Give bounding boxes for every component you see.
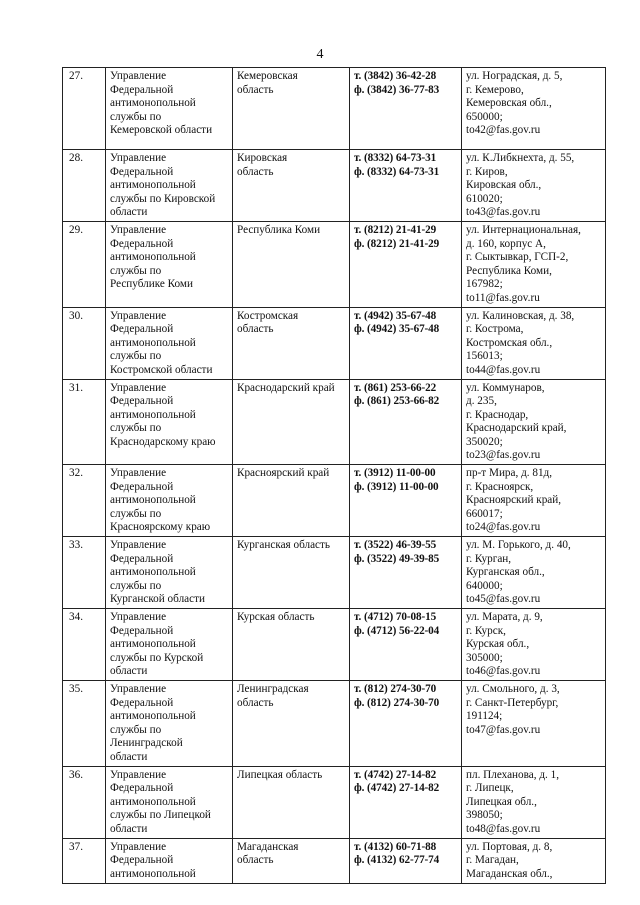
region-line: Красноярский край: [237, 467, 330, 480]
address-line: to47@fas.gov.ru: [466, 723, 541, 736]
office-name-line: антимонопольной: [110, 795, 196, 808]
region-line: область: [237, 854, 274, 867]
address-line: ул. Коммунаров,: [466, 381, 545, 394]
table-row: [63, 150, 606, 222]
office-name-line: антимонопольной: [110, 638, 196, 651]
office-name-line: Красноярскому краю: [110, 521, 211, 534]
row-number-cell: [63, 609, 106, 681]
region-line: область: [237, 323, 274, 336]
address-cell: [462, 150, 606, 222]
office-name-line: Курганской области: [110, 593, 205, 606]
region-line: Краснодарский край: [237, 381, 335, 394]
office-name-cell: [106, 68, 233, 150]
address-line: ул. Интернациональная,: [466, 223, 581, 236]
phone-line: т. (3522) 46-39-55: [354, 539, 437, 552]
office-name-line: Федеральной: [110, 854, 174, 867]
address-line: to11@fas.gov.ru: [466, 291, 540, 304]
office-name-line: Ленинградской: [110, 737, 183, 750]
office-name-cell: [106, 221, 233, 307]
office-name-line: Управление: [110, 70, 167, 82]
region-cell: [233, 150, 350, 222]
office-name-line: службы по Липецкой: [110, 809, 211, 822]
table-row: [63, 766, 606, 838]
region-cell: [233, 221, 350, 307]
address-line: Магаданская обл.,: [466, 867, 553, 880]
region-cell: [233, 609, 350, 681]
phone-line: ф. (3912) 11-00-00: [354, 480, 439, 493]
office-name-line: службы по: [110, 579, 162, 592]
office-name-line: службы по Курской: [110, 651, 204, 664]
page-number: 4: [316, 47, 324, 62]
office-name-line: Федеральной: [110, 165, 174, 178]
region-line: Ленинградская: [237, 682, 309, 695]
address-line: г. Курск,: [466, 624, 506, 637]
row-number: 29.: [69, 223, 83, 236]
region-line: область: [237, 83, 274, 96]
office-name-line: службы по: [110, 422, 162, 435]
address-line: Липецкая обл.,: [466, 795, 537, 808]
phone-line: ф. (812) 274-30-70: [354, 696, 440, 709]
office-name-line: Кемеровской области: [110, 124, 213, 137]
office-name-line: Федеральной: [110, 83, 174, 96]
office-name-line: Управление: [110, 840, 167, 853]
table-row: [63, 68, 606, 150]
address-line: 640000;: [466, 579, 503, 592]
office-name-line: Федеральной: [110, 480, 174, 493]
region-cell: [233, 766, 350, 838]
address-line: г. Санкт-Петербург,: [466, 696, 559, 709]
address-line: д. 235,: [466, 395, 497, 408]
address-line: 305000;: [466, 651, 503, 664]
address-line: 191124;: [466, 710, 503, 723]
phone-cell: [350, 379, 462, 465]
office-name-line: Управление: [110, 768, 167, 781]
office-name-line: антимонопольной: [110, 179, 196, 192]
phone-line: т. (3842) 36-42-28: [354, 70, 437, 82]
phone-line: т. (8212) 21-41-29: [354, 223, 437, 236]
table-row: [63, 537, 606, 609]
office-name-line: Федеральной: [110, 696, 174, 709]
phone-cell: [350, 150, 462, 222]
address-line: 167982;: [466, 278, 503, 291]
office-name-line: Управление: [110, 381, 167, 394]
address-line: ул. К.Либкнехта, д. 55,: [466, 152, 575, 164]
address-line: ул. Калиновская, д. 38,: [466, 309, 575, 322]
phone-line: т. (4942) 35-67-48: [354, 309, 437, 322]
region-cell: [233, 838, 350, 883]
office-name-line: антимонопольной: [110, 97, 196, 110]
address-line: to44@fas.gov.ru: [466, 363, 541, 376]
office-name-line: службы по: [110, 110, 162, 123]
address-line: 398050;: [466, 809, 503, 822]
office-name-line: Управление: [110, 309, 167, 322]
row-number-cell: [63, 221, 106, 307]
phone-cell: [350, 68, 462, 150]
office-name-line: антимонопольной: [110, 336, 196, 349]
office-name-cell: [106, 150, 233, 222]
phone-line: т. (4742) 27-14-82: [354, 768, 437, 781]
phone-line: ф. (4742) 27-14-82: [354, 782, 440, 795]
phone-line: ф. (8332) 64-73-31: [354, 165, 440, 178]
office-name-line: области: [110, 665, 148, 678]
office-name-line: области: [110, 206, 148, 219]
office-name-line: Управление: [110, 467, 167, 480]
office-name-line: антимонопольной: [110, 494, 196, 507]
phone-line: т. (4132) 60-71-88: [354, 840, 437, 853]
address-line: to46@fas.gov.ru: [466, 665, 541, 678]
row-number: 36.: [69, 768, 83, 781]
phone-cell: [350, 838, 462, 883]
phone-line: ф. (3842) 36-77-83: [354, 83, 440, 96]
address-line: пр-т Мира, д. 81д,: [466, 467, 553, 480]
row-number-cell: [63, 680, 106, 766]
office-name-line: Краснодарскому краю: [110, 435, 216, 448]
address-line: ул. Марата, д. 9,: [466, 611, 543, 623]
office-name-line: службы по Кировской: [110, 192, 216, 205]
row-number: 28.: [69, 152, 83, 164]
office-name-line: антимонопольной: [110, 408, 196, 421]
address-line: Курганская обл.,: [466, 566, 545, 579]
office-name-cell: [106, 766, 233, 838]
office-name-cell: [106, 307, 233, 379]
region-cell: [233, 680, 350, 766]
office-name-line: области: [110, 750, 148, 763]
region-line: Магаданская: [237, 840, 299, 853]
row-number-cell: [63, 68, 106, 150]
address-cell: [462, 609, 606, 681]
region-line: Кемеровская: [237, 70, 298, 82]
office-name-line: антимонопольной: [110, 251, 196, 264]
office-name-cell: [106, 680, 233, 766]
address-line: ул. М. Горького, д. 40,: [466, 539, 571, 552]
office-name-line: антимонопольной: [110, 566, 196, 579]
phone-cell: [350, 680, 462, 766]
address-line: д. 160, корпус А,: [466, 237, 546, 250]
row-number: 35.: [69, 682, 83, 695]
table-row: [63, 465, 606, 537]
row-number-cell: [63, 150, 106, 222]
address-line: Кировская обл.,: [466, 179, 542, 192]
address-line: 650000;: [466, 110, 503, 123]
region-cell: [233, 465, 350, 537]
region-cell: [233, 307, 350, 379]
row-number: 31.: [69, 381, 83, 394]
office-name-line: Федеральной: [110, 624, 174, 637]
phone-line: ф. (4942) 35-67-48: [354, 323, 440, 336]
address-cell: [462, 221, 606, 307]
table-row: [63, 838, 606, 883]
phone-cell: [350, 609, 462, 681]
region-line: Кировская: [237, 152, 288, 164]
office-name-line: антимонопольной: [110, 867, 196, 880]
office-name-line: Федеральной: [110, 323, 174, 336]
address-cell: [462, 68, 606, 150]
phone-line: ф. (3522) 49-39-85: [354, 552, 440, 565]
office-name-cell: [106, 465, 233, 537]
office-name-line: Республике Коми: [110, 278, 193, 291]
office-name-line: области: [110, 822, 148, 835]
address-line: пл. Плеханова, д. 1,: [466, 768, 560, 781]
phone-cell: [350, 307, 462, 379]
address-line: to42@fas.gov.ru: [466, 124, 541, 137]
row-number: 33.: [69, 539, 83, 552]
address-cell: [462, 680, 606, 766]
address-line: г. Кемерово,: [466, 83, 524, 96]
row-number-cell: [63, 537, 106, 609]
office-name-line: службы по: [110, 264, 162, 277]
office-name-cell: [106, 609, 233, 681]
row-number: 27.: [69, 70, 83, 82]
office-name-line: Управление: [110, 223, 167, 236]
address-line: Курская обл.,: [466, 638, 530, 651]
region-line: Липецкая область: [237, 768, 323, 781]
address-line: Краснодарский край,: [466, 422, 567, 435]
address-line: Республика Коми,: [466, 264, 552, 277]
address-line: 610020;: [466, 192, 503, 205]
address-cell: [462, 379, 606, 465]
row-number-cell: [63, 465, 106, 537]
region-line: Республика Коми: [237, 223, 321, 236]
address-cell: [462, 465, 606, 537]
phone-line: ф. (4132) 62-77-74: [354, 854, 440, 867]
office-name-line: Управление: [110, 539, 167, 552]
phone-line: т. (8332) 64-73-31: [354, 152, 437, 164]
table-row: [63, 307, 606, 379]
office-name-line: службы по: [110, 723, 162, 736]
phone-line: ф. (8212) 21-41-29: [354, 237, 440, 250]
address-line: Костромская обл.,: [466, 336, 553, 349]
region-cell: [233, 68, 350, 150]
office-name-cell: [106, 838, 233, 883]
phone-line: т. (4712) 70-08-15: [354, 611, 437, 623]
address-line: 350020;: [466, 435, 503, 448]
address-line: to45@fas.gov.ru: [466, 593, 541, 606]
office-name-line: Федеральной: [110, 237, 174, 250]
address-line: to48@fas.gov.ru: [466, 822, 541, 835]
office-name-line: антимонопольной: [110, 710, 196, 723]
address-cell: [462, 537, 606, 609]
table-row: [63, 680, 606, 766]
address-cell: [462, 838, 606, 883]
phone-cell: [350, 766, 462, 838]
phone-line: т. (861) 253-66-22: [354, 381, 437, 394]
phone-line: т. (812) 274-30-70: [354, 682, 437, 695]
office-name-cell: [106, 537, 233, 609]
region-cell: [233, 379, 350, 465]
address-line: г. Магадан,: [466, 854, 519, 867]
address-line: г. Киров,: [466, 165, 508, 178]
address-line: 660017;: [466, 507, 503, 520]
address-line: Красноярский край,: [466, 494, 562, 507]
address-line: г. Кострома,: [466, 323, 524, 336]
row-number-cell: [63, 379, 106, 465]
address-line: Кемеровская обл.,: [466, 97, 552, 110]
region-line: Курганская область: [237, 539, 331, 552]
phone-line: ф. (861) 253-66-82: [354, 395, 440, 408]
address-cell: [462, 307, 606, 379]
phone-cell: [350, 221, 462, 307]
row-number-cell: [63, 307, 106, 379]
address-line: г. Липецк,: [466, 782, 514, 795]
address-line: to23@fas.gov.ru: [466, 449, 541, 462]
office-name-line: службы по: [110, 507, 162, 520]
row-number-cell: [63, 838, 106, 883]
row-number-cell: [63, 766, 106, 838]
office-name-cell: [106, 379, 233, 465]
offices-table: [62, 67, 606, 884]
table-row: [63, 609, 606, 681]
phone-line: т. (3912) 11-00-00: [354, 467, 436, 480]
region-line: область: [237, 165, 274, 178]
phone-line: ф. (4712) 56-22-04: [354, 624, 440, 637]
address-line: г. Сыктывкар, ГСП-2,: [466, 251, 569, 264]
address-line: г. Курган,: [466, 552, 512, 565]
row-number: 34.: [69, 611, 83, 623]
region-line: Курская область: [237, 611, 315, 623]
region-line: Костромская: [237, 309, 299, 322]
address-line: 156013;: [466, 350, 503, 363]
address-line: to43@fas.gov.ru: [466, 206, 541, 219]
region-cell: [233, 537, 350, 609]
address-cell: [462, 766, 606, 838]
region-line: область: [237, 696, 274, 709]
phone-cell: [350, 465, 462, 537]
office-name-line: Федеральной: [110, 782, 174, 795]
office-name-line: Костромской области: [110, 363, 213, 376]
row-number: 30.: [69, 309, 83, 322]
office-name-line: Управление: [110, 611, 167, 623]
office-name-line: Управление: [110, 682, 167, 695]
table-row: [63, 221, 606, 307]
table-row: [63, 379, 606, 465]
office-name-line: службы по: [110, 350, 162, 363]
office-name-line: Федеральной: [110, 395, 174, 408]
phone-cell: [350, 537, 462, 609]
address-line: to24@fas.gov.ru: [466, 521, 541, 534]
address-line: ул. Портовая, д. 8,: [466, 840, 553, 853]
office-name-line: Управление: [110, 152, 167, 164]
office-name-line: Федеральной: [110, 552, 174, 565]
address-line: ул. Ноградская, д. 5,: [466, 70, 563, 82]
address-line: г. Краснодар,: [466, 408, 529, 421]
row-number: 37.: [69, 840, 83, 853]
row-number: 32.: [69, 467, 83, 480]
address-line: г. Красноярск,: [466, 480, 534, 493]
address-line: ул. Смольного, д. 3,: [466, 682, 560, 695]
